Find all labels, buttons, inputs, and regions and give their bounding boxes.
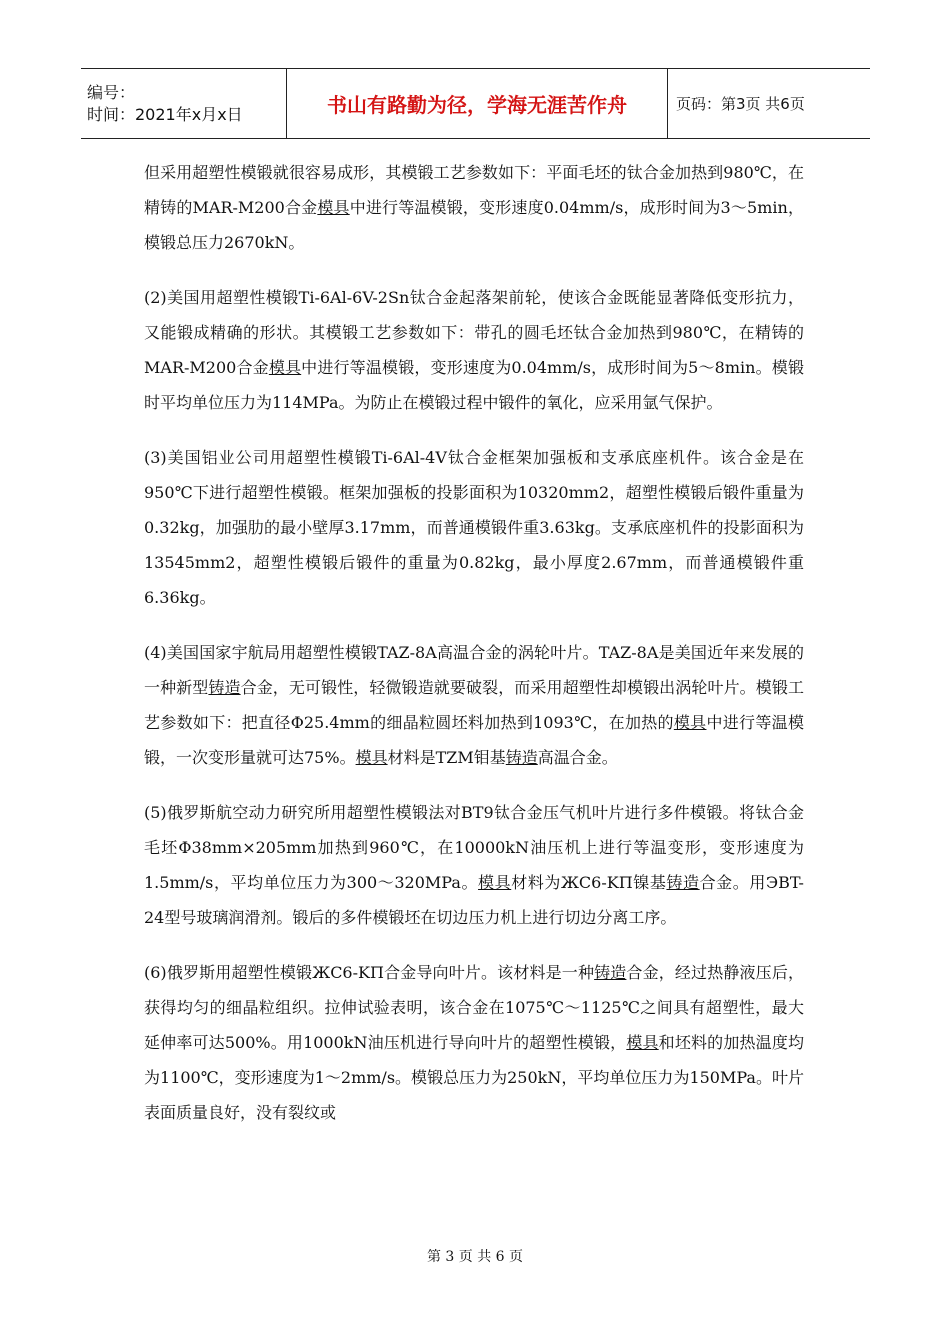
paragraph-5: (5)俄罗斯航空动力研究所用超塑性模锻法对BT9钛合金压气机叶片进行多件模锻。将钛合金毛坯Φ38mm×205mm加热到960℃，在10000kN油压机上进行等温变形，变形速度为1.5mm/s，平均单位压力为300～320MPa。模具材料为ЖC6-KΠ镍基铸造合金。用ЭBT-24型号玻璃润滑剂。锻后的多件模锻坯在切边压力机上进行切边分离工序。 — [144, 803, 804, 927]
paragraph-6: (6)俄罗斯用超塑性模锻ЖC6-KΠ合金导向叶片。该材料是一种铸造合金，经过热静液压后，获得均匀的细晶粒组织。拉伸试验表明，该合金在1075℃～1125℃之间具有超塑性，最大延伸率可达500%。用1000kN油压机进行导向叶片的超塑性模锻，模具和坯料的加热温度均为1100℃，变形速度为1～2mm/s。模锻总压力为250kN，平均单位压力为150MPa。叶片表面质量良好，没有裂纹或 — [144, 963, 804, 1122]
paragraph-3: (3)美国铝业公司用超塑性模锻Ti-6Al-4V钛合金框架加强板和支承底座机件。该合金是在950℃下进行超塑性模锻。框架加强板的投影面积为10320mm2，超塑性模锻后锻件重量为0.32kg，加强肋的最小壁厚3.17mm，而普通模锻件重3.63kg。支承底座机件的投影面积为13545mm2，超塑性模锻后锻件的重量为0.82kg，最小厚度2.67mm，而普通模锻件重6.36kg。 — [144, 448, 804, 607]
page-header — [81, 68, 870, 139]
number-label: 编号： — [87, 82, 136, 102]
page-footer — [0, 1246, 950, 1266]
document-body — [144, 155, 804, 1150]
time-label: 时间：2021年x月x日 — [87, 104, 243, 124]
header-page-code — [668, 69, 870, 138]
paragraph-2: (2)美国用超塑性模锻Ti-6Al-6V-2Sn钛合金起落架前轮，使该合金既能显著降低变形抗力，又能锻成精确的形状。其模锻工艺参数如下：带孔的圆毛坯钛合金加热到980℃，在精铸的MAR-M200合金模具中进行等温模锻，变形速度为0.04mm/s，成形时间为5～8min。模锻时平均单位压力为114MPa。为防止在模锻过程中锻件的氧化，应采用氩气保护。 — [144, 288, 804, 412]
footer-page-number: 第 3 页 共 6 页 — [426, 1249, 524, 1265]
motto-text: 书山有路勤为径，学海无涯苦作舟 — [327, 93, 627, 117]
header-motto — [287, 69, 668, 138]
paragraph-4: (4)美国国家宇航局用超塑性模锻TAZ-8A高温合金的涡轮叶片。TAZ-8A是美国近年来发展的一种新型铸造合金，无可锻性，轻微锻造就要破裂，而采用超塑性却模锻出涡轮叶片。模锻工艺参数如下：把直径Φ25.4mm的细晶粒圆坯料加热到1093℃，在加热的模具中进行等温模锻，一次变形量就可达75%。模具材料是TZM钼基铸造高温合金。 — [144, 643, 804, 767]
header-meta — [81, 69, 287, 138]
page-code-text: 页码：第3页 共6页 — [676, 95, 805, 113]
paragraph-1: 但采用超塑性模锻就很容易成形，其模锻工艺参数如下：平面毛坯的钛合金加热到980℃，在精铸的MAR-M200合金模具中进行等温模锻，变形速度0.04mm/s，成形时间为3～5min，模锻总压力2670kN。 — [144, 163, 804, 252]
